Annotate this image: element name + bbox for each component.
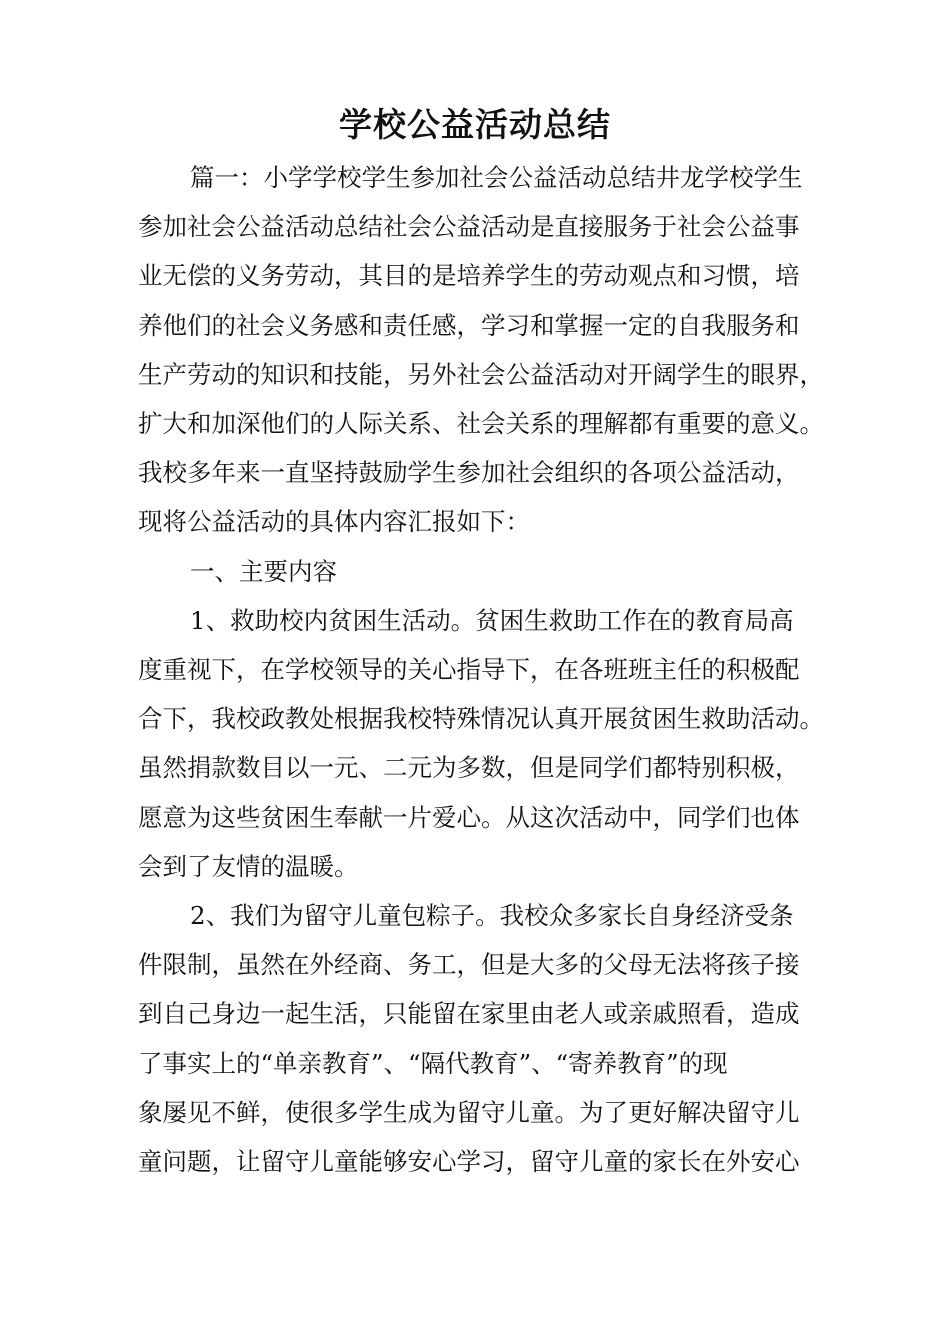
document-title: 学校公益活动总结 bbox=[339, 105, 611, 144]
text-line: 现将公益活动的具体内容汇报如下： bbox=[138, 507, 530, 537]
section-heading bbox=[138, 547, 838, 596]
text-line: 1、救助校内贫困生活动。贫困生救助工作在的教育局高 bbox=[190, 605, 794, 635]
text-line: 童问题，让留守儿童能够安心学习，留守儿童的家长在外安心 bbox=[138, 1147, 800, 1177]
text-line: 一、主要内容 bbox=[190, 556, 337, 586]
text-line: 养他们的社会义务感和责任感，学习和掌握一定的自我服务和 bbox=[138, 310, 800, 340]
text-line: 扩大和加深他们的人际关系、社会关系的理解都有重要的意义。 bbox=[138, 409, 824, 439]
text-line: 2、我们为留守儿童包粽子。我校众多家长自身经济受条 bbox=[190, 901, 794, 931]
text-line: 生产劳动的知识和技能，另外社会公益活动对开阔学生的眼界， bbox=[138, 359, 824, 389]
text-line: 会到了友情的温暖。 bbox=[138, 851, 359, 881]
text-line: 我校多年来一直坚持鼓励学生参加社会组织的各项公益活动， bbox=[138, 458, 800, 488]
paragraph bbox=[138, 596, 838, 891]
text-line: 虽然捐款数目以一元、二元为多数，但是同学们都特别积极， bbox=[138, 753, 800, 783]
document-body bbox=[138, 153, 838, 1186]
text-line: 度重视下，在学校领导的关心指导下，在各班班主任的积极配 bbox=[138, 655, 800, 685]
text-line: 到自己身边一起生活，只能留在家里由老人或亲戚照看，造成 bbox=[138, 999, 800, 1029]
text-line: 业无偿的义务劳动，其目的是培养学生的劳动观点和习惯，培 bbox=[138, 261, 800, 291]
text-line: 合下，我校政教处根据我校特殊情况认真开展贫困生救助活动。 bbox=[138, 704, 824, 734]
paragraph bbox=[138, 153, 838, 547]
text-line: 篇一：小学学校学生参加社会公益活动总结井龙学校学生 bbox=[190, 163, 803, 192]
text-line: 象屡见不鲜，使很多学生成为留守儿童。为了更好解决留守儿 bbox=[138, 1097, 800, 1127]
paragraph bbox=[138, 891, 838, 1186]
text-line: 参加社会公益活动总结社会公益活动是直接服务于社会公益事 bbox=[138, 212, 800, 242]
text-line: 件限制，虽然在外经商、务工，但是大多的父母无法将孩子接 bbox=[138, 950, 800, 980]
text-line: 愿意为这些贫困生奉献一片爱心。从这次活动中，同学们也体 bbox=[138, 802, 800, 832]
text-line: 了事实上的“单亲教育”、“隔代教育”、“寄养教育”的现 bbox=[138, 1048, 728, 1078]
